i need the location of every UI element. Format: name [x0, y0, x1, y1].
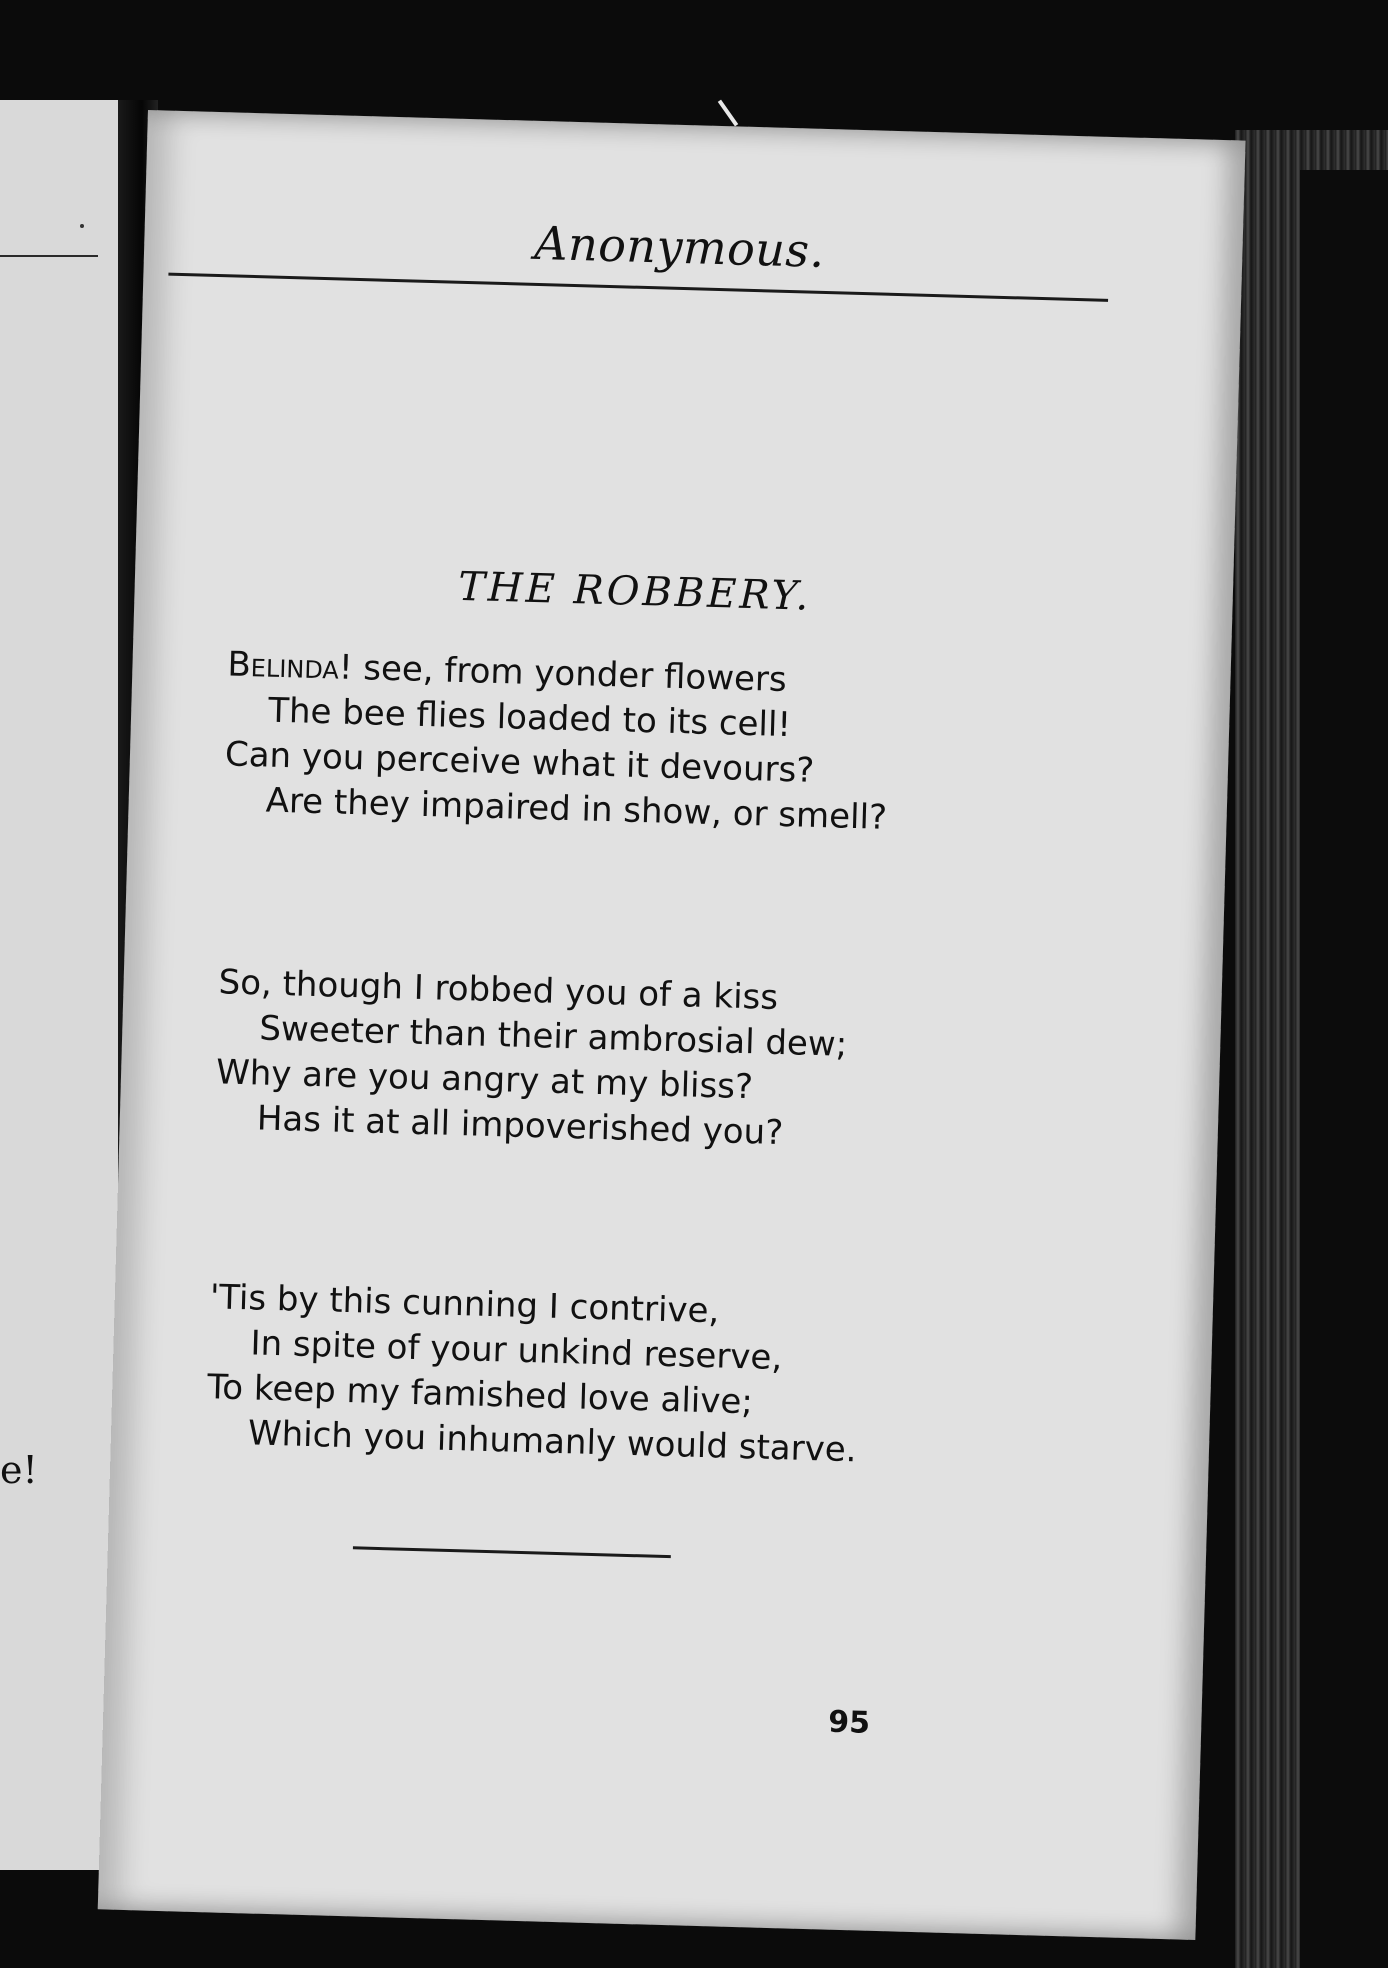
book-cover-edge [1300, 170, 1388, 1968]
poem-line: Sweeter than their ambrosial dew; [258, 1008, 848, 1065]
stanza-3 [205, 1275, 860, 1473]
poem-line: To keep my famished love alive; [206, 1367, 754, 1423]
previous-page-dot [80, 224, 84, 228]
poem-page [98, 110, 1246, 1940]
previous-page-fragment: e! [0, 1448, 38, 1492]
poem-line: In spite of your unkind reserve, [250, 1323, 783, 1379]
top-mark [718, 100, 738, 127]
stanza-1 [223, 642, 891, 840]
page-number: 95 [827, 1704, 871, 1741]
poem-line: The bee flies loaded to its cell! [267, 690, 792, 746]
poem-line: Why are you angry at my bliss? [215, 1052, 754, 1108]
stanza-2 [214, 960, 849, 1158]
previous-page [0, 100, 122, 1870]
poem-line: So, though I robbed you of a kiss [218, 962, 779, 1018]
poem-line: Has it at all impoverished you? [256, 1098, 784, 1154]
poem-title: THE ROBBERY. [457, 563, 812, 620]
poem-line: Are they impaired in show, or smell? [265, 780, 888, 838]
poem-line: Which you inhumanly would starve. [247, 1413, 858, 1471]
poem-line: 'Tis by this cunning I contrive, [209, 1277, 720, 1332]
running-head: Anonymous. [533, 215, 826, 278]
poem-line-lead: Belinda [226, 644, 340, 688]
poem-line-text: ! see, from yonder flowers [338, 647, 788, 701]
head-rule [168, 273, 1108, 302]
end-rule [353, 1546, 671, 1558]
poem-line: Can you perceive what it devours? [224, 734, 815, 791]
previous-page-rule [0, 255, 98, 257]
